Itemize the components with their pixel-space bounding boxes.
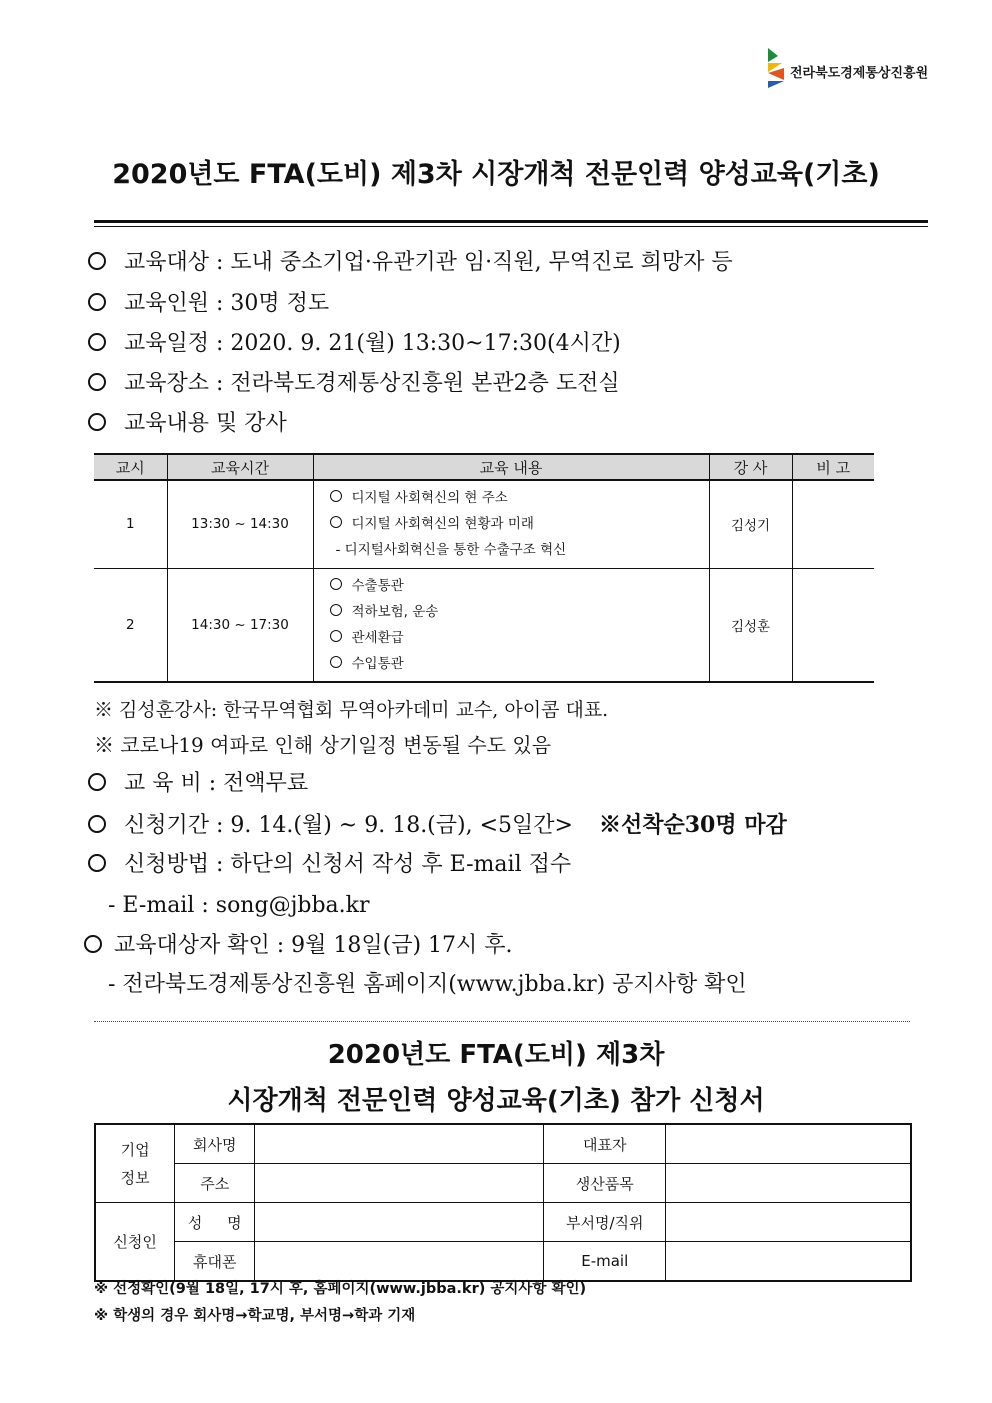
applicant-label: 신청인 <box>95 1203 175 1282</box>
item-contents: 교육내용 및 강사 <box>88 409 287 439</box>
circle-bullet-icon <box>88 413 106 431</box>
instructor-cell: 김성훈 <box>709 568 792 682</box>
circle-bullet-icon <box>88 252 106 270</box>
note-cell <box>792 480 874 568</box>
form-title-1: 2020년도 FTA(도비) 제3차 <box>327 1040 665 1070</box>
content-subitem: - 디지털사회혁신을 통한 수출구조 혁신 <box>335 542 567 559</box>
header-note: 비 고 <box>792 454 874 480</box>
dept-field[interactable] <box>666 1203 911 1242</box>
circle-bullet-icon <box>84 935 102 953</box>
phone-label: 휴대폰 <box>175 1242 255 1282</box>
jbba-logo-icon <box>766 48 786 88</box>
form-row <box>95 1124 911 1164</box>
content-item: 적하보험, 운송 <box>330 599 699 625</box>
circle-bullet-icon <box>330 630 342 642</box>
company-info-label: 기업 정보 <box>95 1124 175 1203</box>
item-fee: 교 육 비 : 전액무료 <box>88 769 308 799</box>
circle-bullet-icon <box>88 373 106 391</box>
circle-bullet-icon <box>88 293 106 311</box>
product-field[interactable] <box>666 1164 911 1203</box>
content-item: 수입통관 <box>330 651 699 677</box>
header-instructor: 강 사 <box>709 454 792 480</box>
period-cell: 1 <box>94 480 167 568</box>
header-content: 교육 내용 <box>313 454 709 480</box>
item-confirm: 교육대상자 확인 : 9월 18일(금) 17시 후. <box>84 931 513 961</box>
item-count: 교육인원 : 30명 정도 <box>88 289 329 319</box>
circle-bullet-icon <box>88 333 106 351</box>
circle-bullet-icon <box>330 490 342 502</box>
period-cell: 2 <box>94 568 167 682</box>
footer-note-2: ※ 학생의 경우 회사명→학교명, 부서명→학과 기재 <box>94 1308 416 1324</box>
circle-bullet-icon <box>88 854 106 872</box>
address-field[interactable] <box>255 1164 544 1203</box>
email-field[interactable] <box>666 1242 911 1282</box>
content-cell <box>313 480 709 568</box>
form-title-2: 시장개척 전문인력 양성교육(기초) 참가 신청서 <box>227 1086 765 1116</box>
circle-bullet-icon <box>330 516 342 528</box>
form-row <box>95 1242 911 1282</box>
content-cell <box>313 568 709 682</box>
item-period: 신청기간 : 9. 14.(월) ~ 9. 18.(금), <5일간> ※선착순30명 마감 <box>88 810 787 841</box>
cut-line <box>94 1021 910 1022</box>
note-covid: ※ 코로나19 여파로 인해 상기일정 변동될 수도 있음 <box>94 733 552 757</box>
form-row <box>95 1203 911 1242</box>
content-item: 디지털 사회혁신의 현 주소 <box>330 485 699 511</box>
form-row <box>95 1164 911 1203</box>
content-item: 수출통관 <box>330 573 699 599</box>
logo <box>766 48 946 88</box>
instructor-cell: 김성기 <box>709 480 792 568</box>
logo-text: 전라북도경제통상진흥원 <box>790 66 929 81</box>
first-come-notice: ※선착순30명 마감 <box>598 812 787 838</box>
footer-note-1: ※ 선정확인(9월 18일, 17시 후, 홈페이지(www.jbba.kr) 공지사항 확인) <box>94 1281 587 1297</box>
item-email: - E-mail : song@jbba.kr <box>108 893 370 918</box>
ceo-field[interactable] <box>666 1124 911 1164</box>
table-row <box>94 568 874 682</box>
circle-bullet-icon <box>330 656 342 668</box>
time-cell: 13:30 ~ 14:30 <box>167 480 313 568</box>
ceo-label: 대표자 <box>544 1124 666 1164</box>
item-schedule: 교육일정 : 2020. 9. 21(월) 13:30~17:30(4시간) <box>88 329 621 359</box>
page-title: 2020년도 FTA(도비) 제3차 시장개척 전문인력 양성교육(기초) <box>112 159 880 190</box>
name-field[interactable] <box>255 1203 544 1242</box>
table-row <box>94 480 874 568</box>
time-cell: 14:30 ~ 17:30 <box>167 568 313 682</box>
company-name-label: 회사명 <box>175 1124 255 1164</box>
item-confirm-sub: - 전라북도경제통상진흥원 홈페이지(www.jbba.kr) 공지사항 확인 <box>108 972 747 997</box>
name-label: 성 명 <box>175 1203 255 1242</box>
circle-bullet-icon <box>88 815 106 833</box>
header-time: 교육시간 <box>167 454 313 480</box>
application-form <box>94 1123 912 1282</box>
dept-label: 부서명/직위 <box>544 1203 666 1242</box>
header-period: 교시 <box>94 454 167 480</box>
note-cell <box>792 568 874 682</box>
note-instructor: ※ 김성훈강사: 한국무역협회 무역아카데미 교수, 아이콤 대표. <box>94 699 609 721</box>
circle-bullet-icon <box>88 773 106 791</box>
company-name-field[interactable] <box>255 1124 544 1164</box>
email-label: E-mail <box>544 1242 666 1282</box>
address-label: 주소 <box>175 1164 255 1203</box>
schedule-header-row <box>94 454 874 480</box>
phone-field[interactable] <box>255 1242 544 1282</box>
title-divider-thin <box>94 226 928 227</box>
circle-bullet-icon <box>330 578 342 590</box>
item-place: 교육장소 : 전라북도경제통상진흥원 본관2층 도전실 <box>88 369 620 399</box>
product-label: 생산품목 <box>544 1164 666 1203</box>
circle-bullet-icon <box>330 604 342 616</box>
content-item: 디지털 사회혁신의 현황과 미래 <box>330 511 699 537</box>
schedule-table <box>94 453 874 683</box>
content-item: 관세환급 <box>330 625 699 651</box>
item-target: 교육대상 : 도내 중소기업·유관기관 임·직원, 무역진로 희망자 등 <box>88 248 733 278</box>
item-method: 신청방법 : 하단의 신청서 작성 후 E-mail 접수 <box>88 850 571 880</box>
